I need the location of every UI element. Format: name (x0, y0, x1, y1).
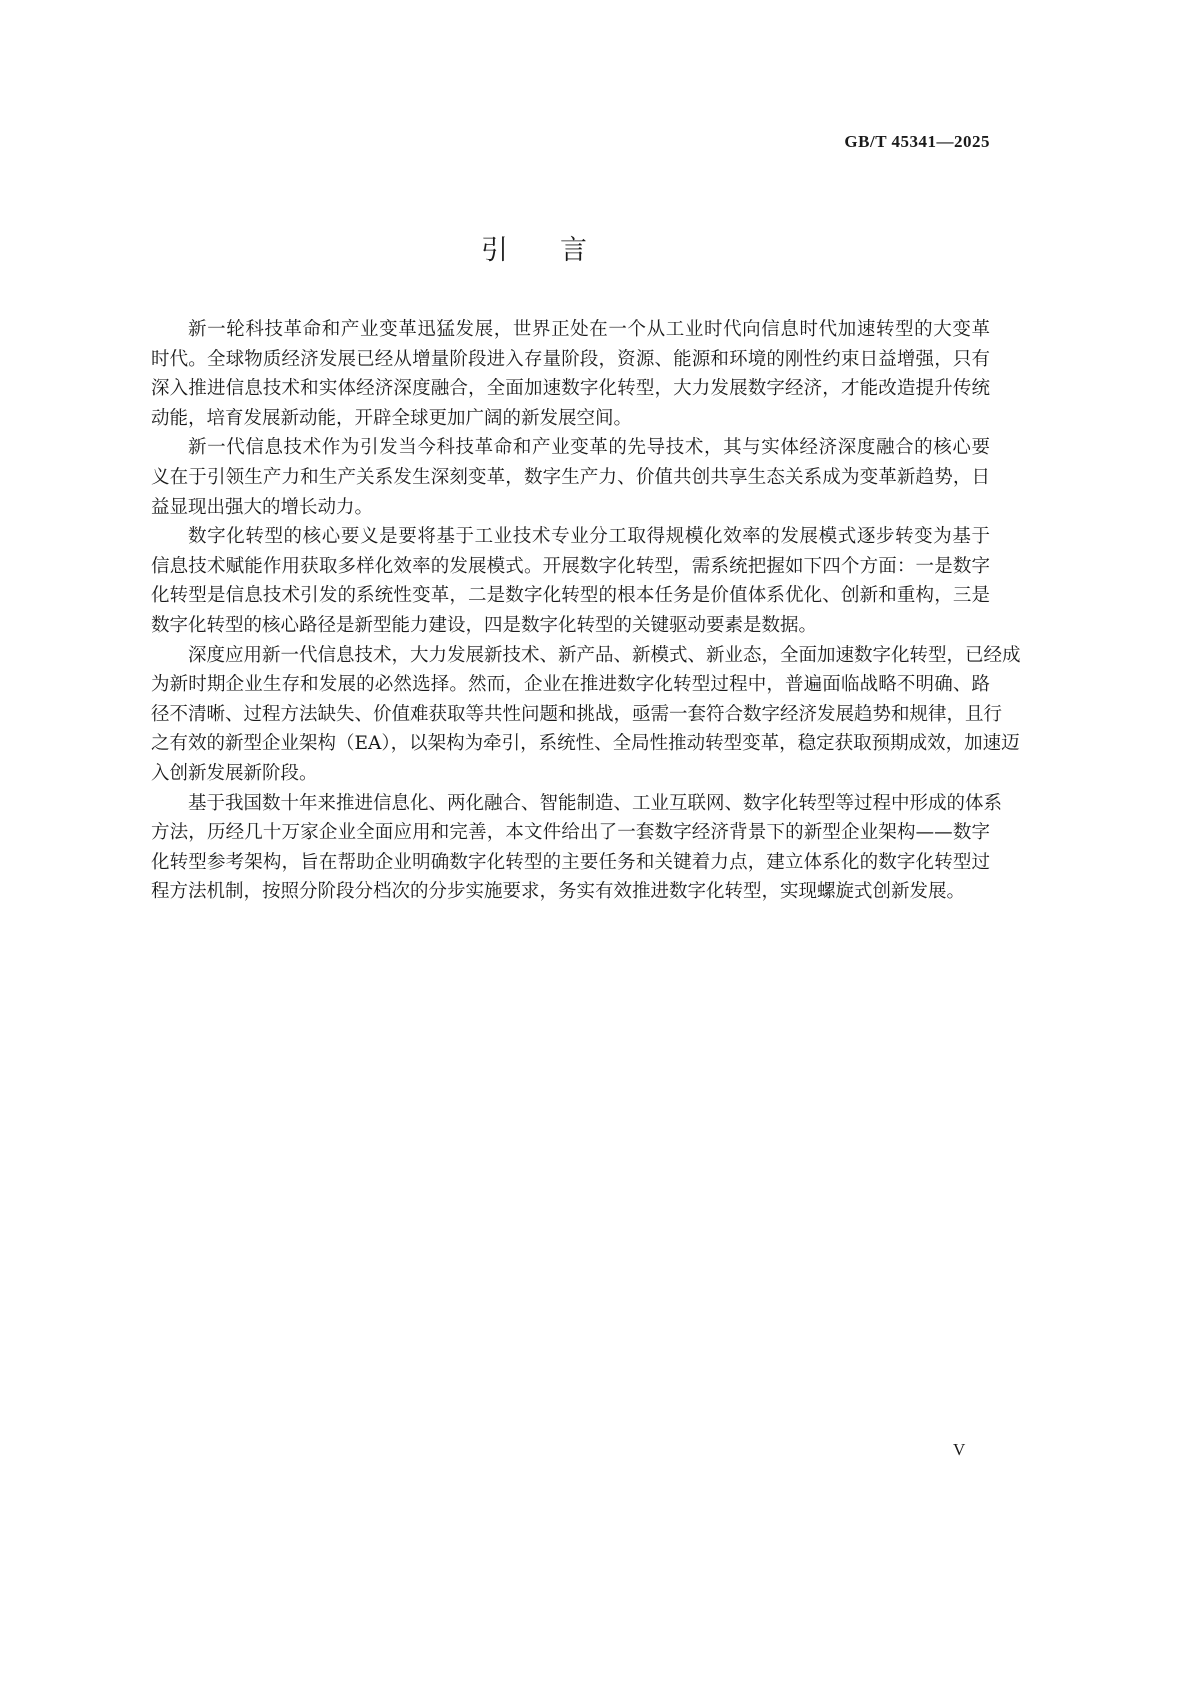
text-line: 化转型参考架构，旨在帮助企业明确数字化转型的主要任务和关键着力点，建立体系化的数字化转型过 (151, 851, 990, 873)
text-line: 径不清晰、过程方法缺失、价值难获取等共性问题和挑战，亟需一套符合数字经济发展趋势和规律，且行 (151, 703, 1003, 725)
text-line: 数字化转型的核心要义是要将基于工业技术专业分工取得规模化效率的发展模式逐步转变为基于 (188, 526, 990, 548)
paragraph (151, 641, 1021, 789)
paragraph (151, 522, 990, 640)
text-line: 时代。全球物质经济发展已经从增量阶段进入存量阶段，资源、能源和环境的刚性约束日益增强，只有 (151, 348, 990, 370)
text-line: 动能，培育发展新动能，开辟全球更加广阔的新发展空间。 (151, 407, 633, 429)
text-line: 入创新发展新阶段。 (151, 762, 318, 784)
text-line: 方法，历经几十万家企业全面应用和完善，本文件给出了一套数字经济背景下的新型企业架构——数字 (151, 822, 990, 844)
paragraph (151, 433, 990, 522)
standard-number: GB/T 45341—2025 (844, 132, 990, 151)
text-line: 益显现出强大的增长动力。 (151, 496, 374, 518)
page-number: V (953, 1440, 966, 1459)
text-line: 新一轮科技革命和产业变革迅猛发展，世界正处在一个从工业时代向信息时代加速转型的大变革 (188, 319, 990, 340)
text-line: 化转型是信息技术引发的系统性变革，二是数字化转型的根本任务是价值体系优化、创新和重构，三是 (151, 585, 990, 607)
section-title: 引言 (481, 235, 639, 266)
text-line: 为新时期企业生存和发展的必然选择。然而，企业在推进数字化转型过程中，普遍面临战略不明确、路 (151, 674, 990, 696)
paragraph (151, 315, 990, 433)
text-line: 义在于引领生产力和生产关系发生深刻变革，数字生产力、价值共创共享生态关系成为变革新趋势，日 (151, 466, 990, 488)
document-body (151, 315, 1021, 907)
text-line: 深度应用新一代信息技术，大力发展新技术、新产品、新模式、新业态，全面加速数字化转型，已经成 (188, 644, 1021, 666)
text-line: 程方法机制，按照分阶段分档次的分步实施要求，务实有效推进数字化转型，实现螺旋式创新发展。 (151, 881, 966, 903)
text-line: 新一代信息技术作为引发当今科技革命和产业变革的先导技术，其与实体经济深度融合的核心要 (188, 437, 990, 459)
text-line: 之有效的新型企业架构（EA），以架构为牵引，系统性、全局性推动转型变革，稳定获取预期成效，加速迈 (151, 733, 1020, 755)
text-line: 数字化转型的核心路径是新型能力建设，四是数字化转型的关键驱动要素是数据。 (151, 614, 818, 636)
text-line: 基于我国数十年来推进信息化、两化融合、智能制造、工业互联网、数字化转型等过程中形成的体系 (188, 792, 1003, 814)
text-line: 深入推进信息技术和实体经济深度融合，全面加速数字化转型，大力发展数字经济，才能改造提升传统 (151, 378, 990, 400)
paragraph (151, 789, 1003, 907)
text-line: 信息技术赋能作用获取多样化效率的发展模式。开展数字化转型，需系统把握如下四个方面：一是数字 (151, 555, 990, 577)
